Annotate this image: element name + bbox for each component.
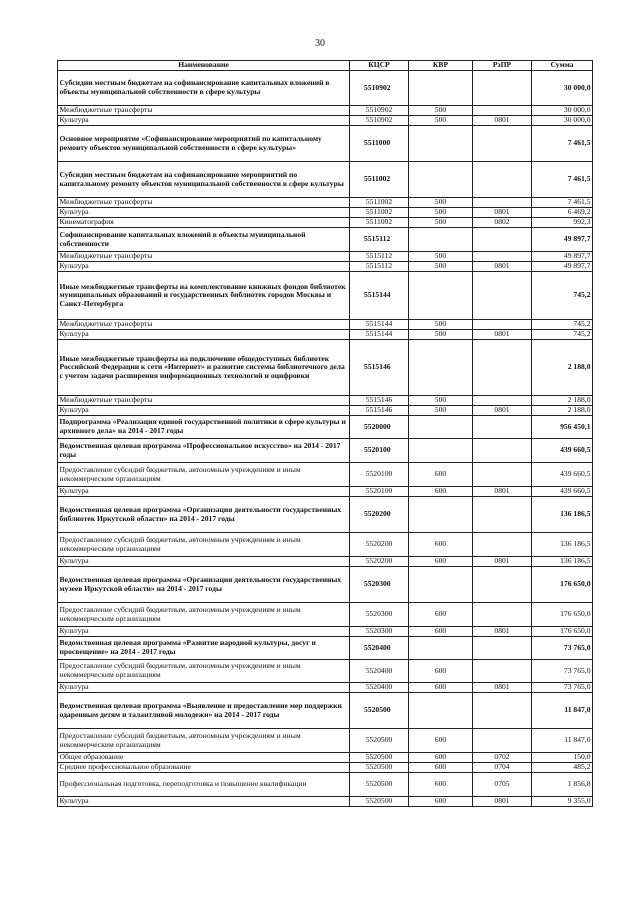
table-row bbox=[58, 463, 593, 487]
cell-name: Подпрограмма «Реализация единой государственной политики в сфере культуры и архивного дела» на 2014 - 2017 годы bbox=[58, 416, 350, 439]
cell-sum: 176 650,0 bbox=[532, 627, 593, 637]
cell-code: 5511002 bbox=[350, 208, 409, 218]
cell-rzpr: 0801 bbox=[473, 487, 532, 497]
table-row bbox=[58, 330, 593, 340]
cell-kvr: 600 bbox=[409, 487, 473, 497]
cell-rzpr bbox=[473, 396, 532, 406]
page-number: 30 bbox=[315, 38, 325, 49]
cell-rzpr bbox=[473, 416, 532, 439]
cell-name: Культура bbox=[58, 797, 350, 807]
cell-kvr bbox=[409, 637, 473, 660]
cell-sum: 439 660,5 bbox=[532, 439, 593, 463]
cell-kvr bbox=[409, 340, 473, 396]
table-row bbox=[58, 320, 593, 330]
cell-code: 5515146 bbox=[350, 406, 409, 416]
cell-name: Межбюджетные трансферты bbox=[58, 320, 350, 330]
cell-name: Культура bbox=[58, 627, 350, 637]
cell-code: 5520500 bbox=[350, 763, 409, 773]
table-row bbox=[58, 603, 593, 627]
cell-code: 5510902 bbox=[350, 116, 409, 126]
header-code: КЦСР bbox=[350, 61, 409, 71]
header-sum: Сумма bbox=[532, 61, 593, 71]
cell-kvr: 600 bbox=[409, 533, 473, 557]
cell-sum: 2 188,0 bbox=[532, 406, 593, 416]
cell-code: 5520000 bbox=[350, 416, 409, 439]
cell-name: Культура bbox=[58, 683, 350, 693]
cell-code: 5515112 bbox=[350, 228, 409, 252]
cell-kvr bbox=[409, 126, 473, 162]
cell-sum: 2 188,0 bbox=[532, 396, 593, 406]
cell-sum: 9 355,0 bbox=[532, 797, 593, 807]
cell-code: 5520300 bbox=[350, 603, 409, 627]
cell-rzpr: 0801 bbox=[473, 330, 532, 340]
table-row bbox=[58, 106, 593, 116]
cell-sum: 176 650,0 bbox=[532, 567, 593, 603]
cell-kvr: 600 bbox=[409, 797, 473, 807]
cell-sum: 30 000,0 bbox=[532, 106, 593, 116]
table-row bbox=[58, 693, 593, 729]
table-row bbox=[58, 71, 593, 106]
cell-kvr bbox=[409, 162, 473, 198]
cell-kvr bbox=[409, 228, 473, 252]
cell-name: Общее образование bbox=[58, 753, 350, 763]
cell-kvr: 600 bbox=[409, 627, 473, 637]
cell-rzpr: 0704 bbox=[473, 763, 532, 773]
cell-sum: 49 897,7 bbox=[532, 228, 593, 252]
cell-name: Ведомственная целевая программа «Организация деятельности государственных библиотек Иркутской области» на 2014 - 2017 годы bbox=[58, 497, 350, 533]
cell-rzpr: 0802 bbox=[473, 218, 532, 228]
cell-sum: 485,2 bbox=[532, 763, 593, 773]
cell-kvr: 500 bbox=[409, 252, 473, 262]
cell-kvr bbox=[409, 71, 473, 106]
cell-sum: 176 650,0 bbox=[532, 603, 593, 627]
cell-name: Кинематография bbox=[58, 218, 350, 228]
cell-name: Культура bbox=[58, 406, 350, 416]
cell-kvr: 600 bbox=[409, 463, 473, 487]
cell-code: 5520100 bbox=[350, 463, 409, 487]
cell-kvr: 600 bbox=[409, 773, 473, 797]
cell-sum: 150,0 bbox=[532, 753, 593, 763]
cell-name: Культура bbox=[58, 487, 350, 497]
table-row bbox=[58, 773, 593, 797]
cell-name: Субсидии местным бюджетам на софинансирование капитальных вложений в объекты муниципальной собственности в сфере культуры bbox=[58, 71, 350, 106]
table-row bbox=[58, 252, 593, 262]
cell-sum: 73 765,0 bbox=[532, 637, 593, 660]
cell-name: Предоставление субсидий бюджетным, автономным учреждениям и иным некоммерческим организациям bbox=[58, 729, 350, 753]
cell-rzpr bbox=[473, 660, 532, 683]
cell-sum: 49 897,7 bbox=[532, 262, 593, 272]
cell-code: 5515146 bbox=[350, 340, 409, 396]
cell-rzpr bbox=[473, 71, 532, 106]
cell-rzpr bbox=[473, 637, 532, 660]
cell-code: 5520500 bbox=[350, 693, 409, 729]
cell-name: Культура bbox=[58, 262, 350, 272]
cell-name: Иные межбюджетные трансферты на подключение общедоступных библиотек Российской Федерации к сети «Интернет» и развитие системы библиотечного дела с учетом задачи расширения информационных технологий и оцифровки bbox=[58, 340, 350, 396]
cell-sum: 73 765,0 bbox=[532, 683, 593, 693]
table-row bbox=[58, 416, 593, 439]
table-row bbox=[58, 218, 593, 228]
cell-code: 5511000 bbox=[350, 126, 409, 162]
cell-kvr: 500 bbox=[409, 116, 473, 126]
cell-rzpr bbox=[473, 162, 532, 198]
cell-rzpr: 0801 bbox=[473, 627, 532, 637]
cell-rzpr: 0801 bbox=[473, 262, 532, 272]
cell-rzpr bbox=[473, 228, 532, 252]
cell-rzpr bbox=[473, 252, 532, 262]
cell-kvr: 500 bbox=[409, 218, 473, 228]
table-row bbox=[58, 126, 593, 162]
table-row bbox=[58, 797, 593, 807]
cell-rzpr bbox=[473, 603, 532, 627]
cell-kvr: 500 bbox=[409, 330, 473, 340]
cell-sum: 745,2 bbox=[532, 320, 593, 330]
table-header-row bbox=[58, 61, 593, 71]
cell-code: 5520500 bbox=[350, 773, 409, 797]
cell-kvr bbox=[409, 416, 473, 439]
cell-code: 5520200 bbox=[350, 533, 409, 557]
table-row bbox=[58, 272, 593, 320]
table-row bbox=[58, 557, 593, 567]
cell-name: Межбюджетные трансферты bbox=[58, 106, 350, 116]
table-row bbox=[58, 116, 593, 126]
cell-name: Предоставление субсидий бюджетным, автономным учреждениям и иным некоммерческим организациям bbox=[58, 660, 350, 683]
cell-name: Иные межбюджетные трансферты на комплектование книжных фондов библиотек муниципальных образований и государственных библиотек городов Москвы и Санкт-Петербурга bbox=[58, 272, 350, 320]
header-kvr: КВР bbox=[409, 61, 473, 71]
cell-rzpr bbox=[473, 533, 532, 557]
cell-kvr: 500 bbox=[409, 262, 473, 272]
cell-name: Предоставление субсидий бюджетным, автономным учреждениям и иным некоммерческим организациям bbox=[58, 463, 350, 487]
table-row bbox=[58, 627, 593, 637]
table-row bbox=[58, 406, 593, 416]
table-row bbox=[58, 763, 593, 773]
cell-name: Предоставление субсидий бюджетным, автономным учреждениям и иным некоммерческим организациям bbox=[58, 533, 350, 557]
cell-rzpr bbox=[473, 126, 532, 162]
cell-code: 5520400 bbox=[350, 683, 409, 693]
cell-code: 5515144 bbox=[350, 330, 409, 340]
cell-rzpr bbox=[473, 729, 532, 753]
cell-rzpr: 0705 bbox=[473, 773, 532, 797]
cell-code: 5515112 bbox=[350, 252, 409, 262]
cell-name: Межбюджетные трансферты bbox=[58, 396, 350, 406]
cell-name: Культура bbox=[58, 330, 350, 340]
cell-name: Культура bbox=[58, 557, 350, 567]
cell-code: 5515112 bbox=[350, 262, 409, 272]
cell-rzpr bbox=[473, 497, 532, 533]
table-row bbox=[58, 487, 593, 497]
table-body bbox=[58, 71, 593, 807]
cell-name: Предоставление субсидий бюджетным, автономным учреждениям и иным некоммерческим организациям bbox=[58, 603, 350, 627]
cell-code: 5515144 bbox=[350, 272, 409, 320]
budget-table bbox=[57, 60, 593, 807]
cell-code: 5515146 bbox=[350, 396, 409, 406]
table-row bbox=[58, 660, 593, 683]
cell-kvr: 600 bbox=[409, 660, 473, 683]
cell-kvr: 600 bbox=[409, 753, 473, 763]
cell-sum: 11 847,0 bbox=[532, 693, 593, 729]
cell-name: Ведомственная целевая программа «Выявление и предоставление мер поддержки одаренным детям и талантливой молодежи» на 2014 - 2017 годы bbox=[58, 693, 350, 729]
cell-kvr bbox=[409, 693, 473, 729]
cell-kvr: 500 bbox=[409, 320, 473, 330]
cell-rzpr: 0801 bbox=[473, 208, 532, 218]
cell-kvr: 500 bbox=[409, 198, 473, 208]
cell-rzpr bbox=[473, 198, 532, 208]
cell-kvr: 500 bbox=[409, 406, 473, 416]
cell-rzpr bbox=[473, 320, 532, 330]
cell-code: 5520500 bbox=[350, 753, 409, 763]
cell-sum: 439 660,5 bbox=[532, 463, 593, 487]
cell-code: 5511002 bbox=[350, 162, 409, 198]
cell-kvr: 600 bbox=[409, 557, 473, 567]
cell-code: 5520200 bbox=[350, 557, 409, 567]
cell-code: 5515144 bbox=[350, 320, 409, 330]
table-row bbox=[58, 753, 593, 763]
cell-sum: 49 897,7 bbox=[532, 252, 593, 262]
cell-sum: 11 847,0 bbox=[532, 729, 593, 753]
cell-rzpr bbox=[473, 272, 532, 320]
cell-name: Межбюджетные трансферты bbox=[58, 252, 350, 262]
cell-rzpr bbox=[473, 439, 532, 463]
cell-name: Ведомственная целевая программа «Развитие народной культуры, досуг и просвещение» на 2014 - 2017 годы bbox=[58, 637, 350, 660]
cell-code: 5520300 bbox=[350, 567, 409, 603]
header-name: Наименование bbox=[58, 61, 350, 71]
cell-name: Межбюджетные трансферты bbox=[58, 198, 350, 208]
cell-rzpr: 0801 bbox=[473, 116, 532, 126]
table-row bbox=[58, 439, 593, 463]
table-row bbox=[58, 208, 593, 218]
cell-sum: 7 461,5 bbox=[532, 126, 593, 162]
cell-kvr: 500 bbox=[409, 208, 473, 218]
cell-kvr bbox=[409, 497, 473, 533]
cell-sum: 7 461,5 bbox=[532, 162, 593, 198]
cell-sum: 956 450,1 bbox=[532, 416, 593, 439]
cell-kvr bbox=[409, 439, 473, 463]
table-row bbox=[58, 567, 593, 603]
cell-sum: 136 186,5 bbox=[532, 497, 593, 533]
cell-kvr bbox=[409, 272, 473, 320]
cell-rzpr bbox=[473, 463, 532, 487]
cell-rzpr: 0702 bbox=[473, 753, 532, 763]
cell-name: Профессиональная подготовка, переподготовка и повышение квалификации bbox=[58, 773, 350, 797]
cell-kvr: 500 bbox=[409, 106, 473, 116]
cell-code: 5520500 bbox=[350, 729, 409, 753]
cell-code: 5511002 bbox=[350, 218, 409, 228]
cell-rzpr bbox=[473, 693, 532, 729]
cell-sum: 745,2 bbox=[532, 272, 593, 320]
cell-code: 5510902 bbox=[350, 106, 409, 116]
table-row bbox=[58, 683, 593, 693]
cell-rzpr: 0801 bbox=[473, 557, 532, 567]
cell-sum: 136 186,5 bbox=[532, 533, 593, 557]
cell-rzpr: 0801 bbox=[473, 406, 532, 416]
cell-sum: 745,2 bbox=[532, 330, 593, 340]
table-row bbox=[58, 198, 593, 208]
cell-sum: 1 856,8 bbox=[532, 773, 593, 797]
cell-sum: 992,3 bbox=[532, 218, 593, 228]
table-row bbox=[58, 262, 593, 272]
cell-name: Субсидии местным бюджетам на софинансирование мероприятий по капитальному ремонту объектов муниципальной собственности в сфере культуры bbox=[58, 162, 350, 198]
cell-name: Среднее профессиональное образование bbox=[58, 763, 350, 773]
cell-sum: 73 765,0 bbox=[532, 660, 593, 683]
cell-sum: 439 660,5 bbox=[532, 487, 593, 497]
cell-code: 5520500 bbox=[350, 797, 409, 807]
header-rzpr: РзПР bbox=[473, 61, 532, 71]
cell-kvr: 600 bbox=[409, 603, 473, 627]
cell-name: Культура bbox=[58, 116, 350, 126]
cell-rzpr bbox=[473, 567, 532, 603]
table-row bbox=[58, 637, 593, 660]
cell-rzpr: 0801 bbox=[473, 683, 532, 693]
cell-code: 5520400 bbox=[350, 660, 409, 683]
cell-rzpr bbox=[473, 106, 532, 116]
cell-code: 5511002 bbox=[350, 198, 409, 208]
table-row bbox=[58, 497, 593, 533]
cell-sum: 7 461,5 bbox=[532, 198, 593, 208]
table-row bbox=[58, 340, 593, 396]
cell-kvr: 600 bbox=[409, 683, 473, 693]
cell-code: 5520300 bbox=[350, 627, 409, 637]
cell-rzpr bbox=[473, 340, 532, 396]
table-row bbox=[58, 533, 593, 557]
cell-code: 5510902 bbox=[350, 71, 409, 106]
table-row bbox=[58, 729, 593, 753]
cell-kvr: 600 bbox=[409, 763, 473, 773]
cell-name: Софинансирование капитальных вложений в объекты муниципальной собственности bbox=[58, 228, 350, 252]
cell-name: Основное мероприятие «Софинансирование мероприятий по капитальному ремонту объектов муниципальной собственности в сфере культуры» bbox=[58, 126, 350, 162]
table-row bbox=[58, 396, 593, 406]
cell-code: 5520100 bbox=[350, 487, 409, 497]
cell-kvr: 500 bbox=[409, 396, 473, 406]
cell-rzpr: 0801 bbox=[473, 797, 532, 807]
cell-kvr bbox=[409, 567, 473, 603]
cell-code: 5520200 bbox=[350, 497, 409, 533]
cell-name: Ведомственная целевая программа «Профессиональное искусство» на 2014 - 2017 годы bbox=[58, 439, 350, 463]
cell-name: Культура bbox=[58, 208, 350, 218]
cell-code: 5520400 bbox=[350, 637, 409, 660]
cell-sum: 2 188,0 bbox=[532, 340, 593, 396]
cell-kvr: 600 bbox=[409, 729, 473, 753]
cell-name: Ведомственная целевая программа «Организация деятельности государственных музеев Иркутской области» на 2014 - 2017 годы bbox=[58, 567, 350, 603]
cell-code: 5520100 bbox=[350, 439, 409, 463]
cell-sum: 30 000,0 bbox=[532, 71, 593, 106]
cell-sum: 30 000,0 bbox=[532, 116, 593, 126]
cell-sum: 6 469,2 bbox=[532, 208, 593, 218]
cell-sum: 136 186,5 bbox=[532, 557, 593, 567]
table-row bbox=[58, 162, 593, 198]
table-row bbox=[58, 228, 593, 252]
